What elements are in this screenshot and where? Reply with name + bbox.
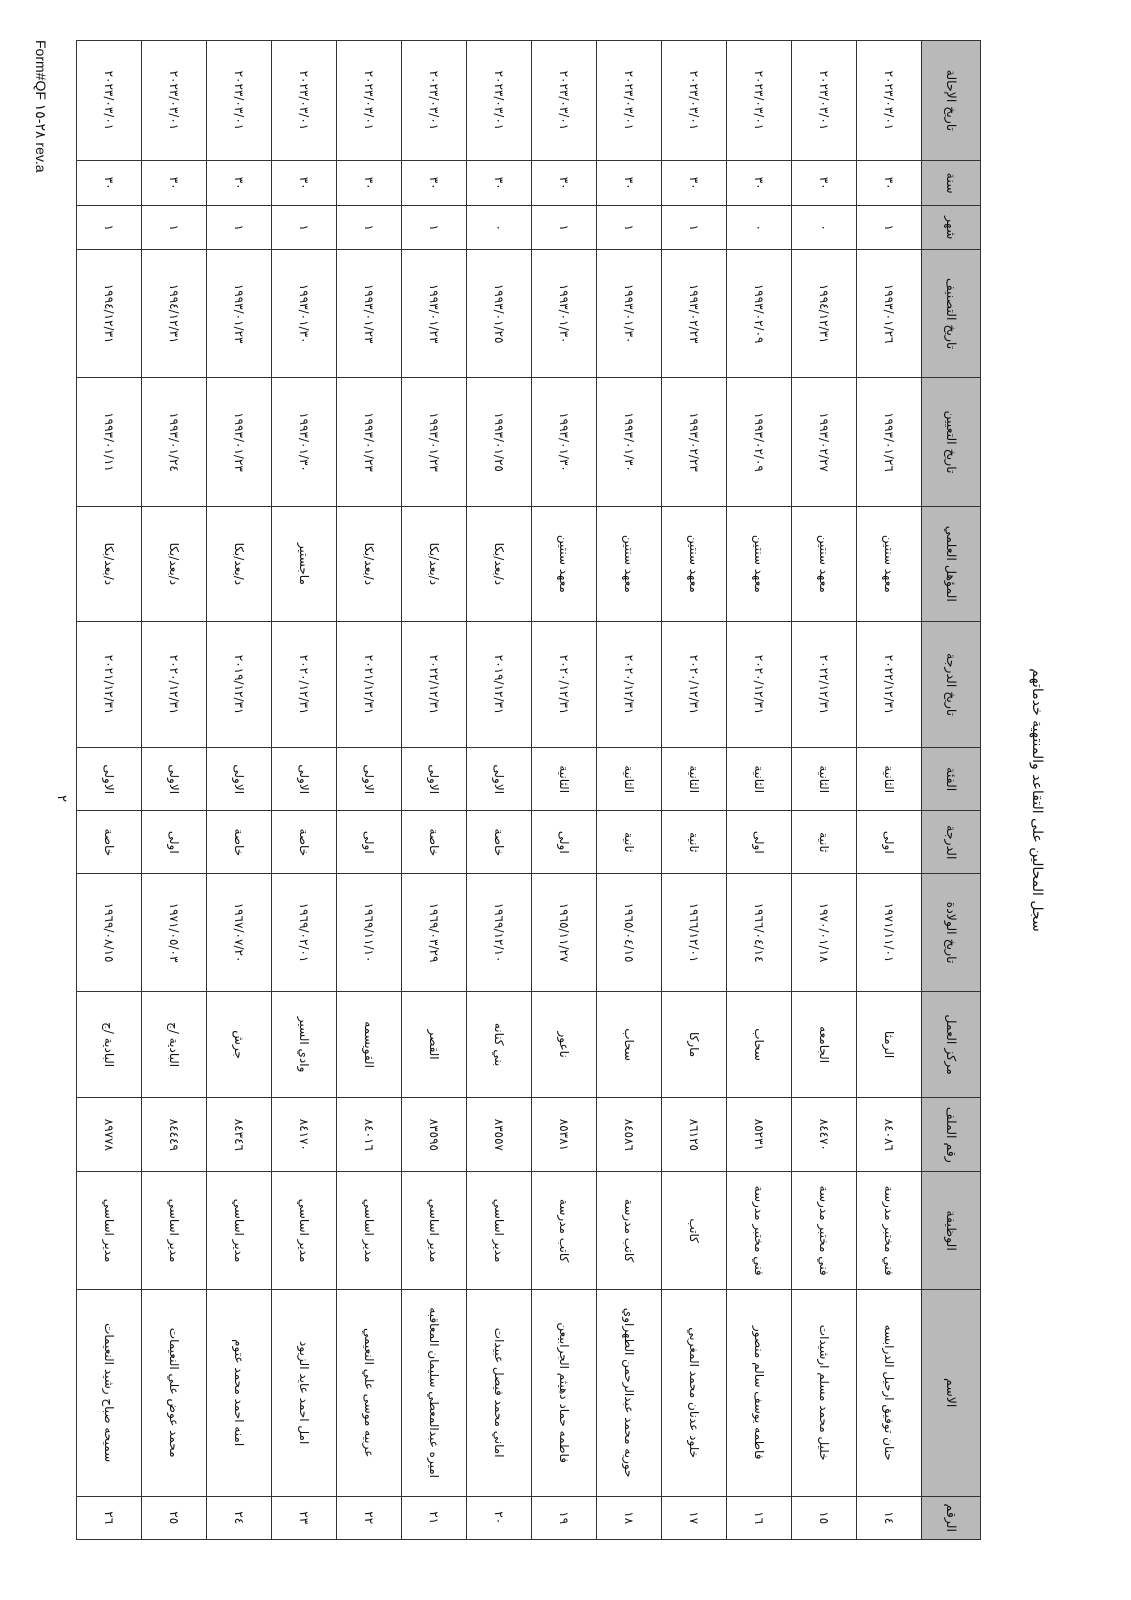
table-cell: ١ bbox=[402, 206, 467, 250]
column-header: الفئة bbox=[922, 748, 981, 811]
table-cell: خاصة bbox=[272, 811, 337, 874]
table-cell: حنان توفيق ارحيل الدرابسه bbox=[857, 1289, 922, 1496]
table-cell: ثانية bbox=[662, 811, 727, 874]
table-cell: خاصة bbox=[467, 811, 532, 874]
table-row bbox=[207, 41, 272, 1540]
table-cell: ١٩٩٣/٠٢/٢٣ bbox=[662, 249, 727, 377]
table-cell: ٢٠٢٣/٠٣/٠١ bbox=[207, 41, 272, 161]
table-cell: ٨٤٥٨٦ bbox=[597, 1098, 662, 1172]
table-cell: ٢٤ bbox=[207, 1496, 272, 1540]
table-cell: ١٩٩٣/٠١/٣٠ bbox=[532, 249, 597, 377]
table-cell: فاطمه حماد دهيثم الجرابيعن bbox=[532, 1289, 597, 1496]
table-cell: د/بعد/بكا bbox=[467, 506, 532, 621]
table-cell: ١ bbox=[77, 206, 142, 250]
table-cell: ٢٠ bbox=[467, 1496, 532, 1540]
table-cell: ١٩٩٣/٠١/٢٤ bbox=[142, 378, 207, 506]
table-cell: ١ bbox=[857, 206, 922, 250]
table-cell: ٣٠ bbox=[727, 160, 792, 206]
table-cell: ١٩٦٩/١٢/١٠ bbox=[467, 874, 532, 991]
table-cell: ٢٠٢٠/١٢/٣١ bbox=[532, 622, 597, 748]
table-cell: ٢٠٢٣/٠٣/٠١ bbox=[77, 41, 142, 161]
table-cell: ١٩٦٦/١٢/٠١ bbox=[662, 874, 727, 991]
table-cell: ٢٠٢٣/٠٣/٠١ bbox=[467, 41, 532, 161]
table-cell: ٢٠٢٣/٠٣/٠١ bbox=[272, 41, 337, 161]
table-cell: ٢٠٢٣/٠٣/٠١ bbox=[792, 41, 857, 161]
table-cell: ١٩ bbox=[532, 1496, 597, 1540]
table-cell: د/بعد/بكا bbox=[77, 506, 142, 621]
table-cell: ٣٠ bbox=[792, 160, 857, 206]
table-cell: حوريه محمد عبدالرحمن الطهراوي bbox=[597, 1289, 662, 1496]
table-cell: ١ bbox=[597, 206, 662, 250]
table-cell: فني مختبر مدرسة bbox=[792, 1172, 857, 1289]
table-cell: ١٤ bbox=[857, 1496, 922, 1540]
table-cell: الاولى bbox=[337, 748, 402, 811]
table-cell: ٢٠٢٢/١٢/٣١ bbox=[792, 622, 857, 748]
table-cell: ١٥ bbox=[792, 1496, 857, 1540]
table-cell: اولى bbox=[857, 811, 922, 874]
table-row bbox=[142, 41, 207, 1540]
table-cell: ١ bbox=[532, 206, 597, 250]
table-cell: ٢٠٢٠/١٢/٣١ bbox=[662, 622, 727, 748]
table-cell: ١٩٩٣/٠١/٣٠ bbox=[597, 378, 662, 506]
table-cell: سحاب bbox=[597, 991, 662, 1098]
table-row bbox=[467, 41, 532, 1540]
column-header: الوظيفة bbox=[922, 1172, 981, 1289]
table-cell: ٣٠ bbox=[272, 160, 337, 206]
table-cell: الاولى bbox=[467, 748, 532, 811]
table-cell: ١ bbox=[662, 206, 727, 250]
table-cell: ٢٠٢١/١٢/٣١ bbox=[77, 622, 142, 748]
table-cell: ٨٦١٢٥ bbox=[662, 1098, 727, 1172]
table-cell: ١٩٩٣/٠١/٣٠ bbox=[532, 378, 597, 506]
table-cell: معهد سنتين bbox=[662, 506, 727, 621]
table-cell: ١٩٦٩/٠٨/١٥ bbox=[77, 874, 142, 991]
table-cell: ١٩٩٣/٠١/٢٣ bbox=[207, 249, 272, 377]
table-cell: وادي السير bbox=[272, 991, 337, 1098]
table-cell: الجامعه bbox=[792, 991, 857, 1098]
table-cell: اولى bbox=[337, 811, 402, 874]
table-cell: ١٩٩٣/٠١/٢٣ bbox=[337, 378, 402, 506]
table-cell: معهد سنتين bbox=[792, 506, 857, 621]
table-cell: ١٩٧١/١١/٠١ bbox=[857, 874, 922, 991]
table-cell: ١ bbox=[142, 206, 207, 250]
table-cell: البادية /ج bbox=[142, 991, 207, 1098]
column-header: تاريخ التعيين bbox=[922, 378, 981, 506]
table-cell: ٢١ bbox=[402, 1496, 467, 1540]
table-cell: سحاب bbox=[727, 991, 792, 1098]
column-header: الرقم bbox=[922, 1496, 981, 1540]
table-cell: د/بعد/بكا bbox=[337, 506, 402, 621]
table-cell: خاصة bbox=[207, 811, 272, 874]
table-cell: ١٩٩٣/٠١/٢٣ bbox=[402, 378, 467, 506]
table-cell: ٢٠١٩/١٢/٣١ bbox=[467, 622, 532, 748]
table-cell: ٨٤٣٤٦ bbox=[207, 1098, 272, 1172]
table-cell: جرش bbox=[207, 991, 272, 1098]
table-row bbox=[597, 41, 662, 1540]
table-cell: الثانية bbox=[857, 748, 922, 811]
column-header: الدرجة bbox=[922, 811, 981, 874]
table-cell: معهد سنتين bbox=[727, 506, 792, 621]
table-cell: ١٩٩٣/٠١/١١ bbox=[77, 378, 142, 506]
table-cell: خلود عدنان محمد المغربي bbox=[662, 1289, 727, 1496]
table-cell: ١٩٩٣/٠١/٢٦ bbox=[857, 249, 922, 377]
table-cell: ٣٠ bbox=[77, 160, 142, 206]
table-cell: ١ bbox=[337, 206, 402, 250]
table-caption: سجل المحالين على التقاعد والمنتهية خدماتهم bbox=[1029, 668, 1045, 932]
table-row bbox=[857, 41, 922, 1540]
table-cell: ٨٤١٧٠ bbox=[272, 1098, 337, 1172]
table-cell: مدير اساسي bbox=[402, 1172, 467, 1289]
table-cell: الثانية bbox=[727, 748, 792, 811]
table-cell: ٢٠٢٣/٠٣/٠١ bbox=[337, 41, 402, 161]
table-cell: كاتب مدرسة bbox=[532, 1172, 597, 1289]
table-cell: الثانية bbox=[597, 748, 662, 811]
table-cell: ٨٥٢٣١ bbox=[727, 1098, 792, 1172]
table-cell: الاولى bbox=[142, 748, 207, 811]
table-cell: ٢٥ bbox=[142, 1496, 207, 1540]
table-cell: اولى bbox=[727, 811, 792, 874]
table-cell: الاولى bbox=[77, 748, 142, 811]
table-cell: ٢٠٢٠/١٢/٣١ bbox=[727, 622, 792, 748]
table-row bbox=[532, 41, 597, 1540]
table-cell: خاصة bbox=[402, 811, 467, 874]
table-row bbox=[662, 41, 727, 1540]
table-cell: امنه احمد محمد عتوم bbox=[207, 1289, 272, 1496]
table-cell: ١٨ bbox=[597, 1496, 662, 1540]
table-cell: ١٩٦٩/١١/١٠ bbox=[337, 874, 402, 991]
table-cell: خليل محمد مسلم ارشيدات bbox=[792, 1289, 857, 1496]
table-cell: ثانية bbox=[597, 811, 662, 874]
column-header: تاريخ التصنيف bbox=[922, 249, 981, 377]
table-row bbox=[792, 41, 857, 1540]
table-cell: ١٩٩٣/٠٢/٠٩ bbox=[727, 249, 792, 377]
table-cell: ١٩٦٧/٠٧/٢٠ bbox=[207, 874, 272, 991]
table-cell: فني مختبر مدرسة bbox=[727, 1172, 792, 1289]
table-cell: ٣٠ bbox=[467, 160, 532, 206]
table-cell: اولى bbox=[142, 811, 207, 874]
table-cell: ٢٠٢١/١٢/٣١ bbox=[337, 622, 402, 748]
table-cell: د/بعد/بكا bbox=[142, 506, 207, 621]
table-cell: ٢٣ bbox=[272, 1496, 337, 1540]
table-cell: محمد عوض علي النعيمات bbox=[142, 1289, 207, 1496]
table-cell: ١٩٩٣/٠٢/٢٧ bbox=[792, 378, 857, 506]
table-cell: الاولى bbox=[402, 748, 467, 811]
table-cell: كاتب bbox=[662, 1172, 727, 1289]
table-cell: الاولى bbox=[272, 748, 337, 811]
table-cell: ١٩٩٣/٠١/٣٠ bbox=[272, 378, 337, 506]
table-cell: القصر bbox=[402, 991, 467, 1098]
table-cell: ٠ bbox=[792, 206, 857, 250]
table-cell: ٨٤٤٤٩ bbox=[142, 1098, 207, 1172]
table-cell: ١٩٦٥/٠٤/١٥ bbox=[597, 874, 662, 991]
table-cell: ٨٥٣٨١ bbox=[532, 1098, 597, 1172]
table-cell: فني مختبر مدرسة bbox=[857, 1172, 922, 1289]
table-cell: ١٩٩٣/٠١/٢٥ bbox=[467, 249, 532, 377]
table-cell: ٨٣٥٥٧ bbox=[467, 1098, 532, 1172]
table-cell: ٢٢ bbox=[337, 1496, 402, 1540]
table-body bbox=[77, 41, 922, 1540]
table-cell: اماني محمد فيصل عبيدات bbox=[467, 1289, 532, 1496]
table-cell: ١٩٩٣/٠١/٢٦ bbox=[857, 378, 922, 506]
table-cell: معهد سنتين bbox=[532, 506, 597, 621]
table-cell: ٨٩٧٧٨ bbox=[77, 1098, 142, 1172]
table-cell: ٣٠ bbox=[142, 160, 207, 206]
table-cell: ماجستير bbox=[272, 506, 337, 621]
retirees-table bbox=[76, 40, 981, 1540]
column-header: الاسم bbox=[922, 1289, 981, 1496]
table-cell: ٨٣٥٩٥ bbox=[402, 1098, 467, 1172]
table-cell: ١٩٦٩/٠٣/٢٩ bbox=[402, 874, 467, 991]
table-cell: ٨٤٤٧٠ bbox=[792, 1098, 857, 1172]
table-cell: ١٩٦٥/١١/٢٧ bbox=[532, 874, 597, 991]
table-cell: ٢٠٢٣/٠٣/٠١ bbox=[142, 41, 207, 161]
table-cell: ١٧ bbox=[662, 1496, 727, 1540]
table-row bbox=[727, 41, 792, 1540]
table-cell: مدير اساسي bbox=[467, 1172, 532, 1289]
table-cell: ٣٠ bbox=[857, 160, 922, 206]
table-cell: معهد سنتين bbox=[857, 506, 922, 621]
table-cell: البادية /ج bbox=[77, 991, 142, 1098]
form-number: Form#QF ٢٨-١٥ rev.a bbox=[33, 40, 49, 173]
table-cell: ١٩٩٣/٠١/٣٠ bbox=[272, 249, 337, 377]
table-cell: د/بعد/بكا bbox=[207, 506, 272, 621]
table-cell: د/بعد/بكا bbox=[402, 506, 467, 621]
table-cell: كاتب مدرسة bbox=[597, 1172, 662, 1289]
table-cell: مدير اساسي bbox=[207, 1172, 272, 1289]
table-cell: ٢٠٢٣/٠٣/٠١ bbox=[597, 41, 662, 161]
table-cell: اميره عبدالمعطي سليمان المعاقبه bbox=[402, 1289, 467, 1496]
table-cell: ١٦ bbox=[727, 1496, 792, 1540]
table-cell: ٢٠٢٢/١٢/٣١ bbox=[857, 622, 922, 748]
table-cell: ٢٠٢٣/٠٣/٠١ bbox=[857, 41, 922, 161]
table-cell: ٢٠٢٢/١٢/٣١ bbox=[402, 622, 467, 748]
table-cell: ٢٠٢٣/٠٣/٠١ bbox=[662, 41, 727, 161]
table-cell: ٢٦ bbox=[77, 1496, 142, 1540]
table-row bbox=[77, 41, 142, 1540]
table-cell: الاولى bbox=[207, 748, 272, 811]
table-cell: سميحه صباح رشيد النعيمات bbox=[77, 1289, 142, 1496]
table-cell: القويسمه bbox=[337, 991, 402, 1098]
table-cell: ١٩٩٤/١٢/٣١ bbox=[792, 249, 857, 377]
table-cell: ١٩٩٣/٠١/٢٣ bbox=[207, 378, 272, 506]
table-cell: ثانية bbox=[792, 811, 857, 874]
table-cell: ٢٠٢٠/١٢/٣١ bbox=[272, 622, 337, 748]
table-cell: ١٩٧١/٠٥/٠٣ bbox=[142, 874, 207, 991]
table-cell: ١٩٩٣/٠١/٢٥ bbox=[467, 378, 532, 506]
column-header: تاريخ الإحالة bbox=[922, 41, 981, 161]
table-cell: مدير اساسي bbox=[77, 1172, 142, 1289]
table-cell: ماركا bbox=[662, 991, 727, 1098]
table-cell: عربيه موسى علي النعيمي bbox=[337, 1289, 402, 1496]
table-cell: مدير اساسي bbox=[337, 1172, 402, 1289]
table-cell: ٢٠٢٠/١٢/٣١ bbox=[597, 622, 662, 748]
column-header: المؤهل العلمي bbox=[922, 506, 981, 621]
column-header: مركز العمل bbox=[922, 991, 981, 1098]
table-row bbox=[337, 41, 402, 1540]
table-cell: ٨٤٠١٦ bbox=[337, 1098, 402, 1172]
column-header: سنة bbox=[922, 160, 981, 206]
table-cell: ٣٠ bbox=[337, 160, 402, 206]
table-cell: ٠ bbox=[727, 206, 792, 250]
table-cell: خاصة bbox=[77, 811, 142, 874]
table-row bbox=[402, 41, 467, 1540]
table-row bbox=[272, 41, 337, 1540]
table-cell: ٨٤٠٨٦ bbox=[857, 1098, 922, 1172]
table-cell: ٢٠١٩/١٢/٣١ bbox=[207, 622, 272, 748]
table-cell: امل احمد عايد الزيود bbox=[272, 1289, 337, 1496]
table-cell: اولى bbox=[532, 811, 597, 874]
table-cell: الثانية bbox=[662, 748, 727, 811]
table-cell: ١٩٩٣/٠٢/٠٩ bbox=[727, 378, 792, 506]
column-header: شهر bbox=[922, 206, 981, 250]
table-cell: ١٩٧٠/٠١/١٨ bbox=[792, 874, 857, 991]
table-cell: ٢٠٢٠/١٢/٣١ bbox=[142, 622, 207, 748]
table-cell: ٣٠ bbox=[532, 160, 597, 206]
column-header: تاريخ الدرجة bbox=[922, 622, 981, 748]
table-cell: مدير اساسي bbox=[142, 1172, 207, 1289]
table-cell: ١٩٦٦/٠٤/١٤ bbox=[727, 874, 792, 991]
column-header: تاريخ الولادة bbox=[922, 874, 981, 991]
table-cell: ١٩٩٣/٠٢/٢٣ bbox=[662, 378, 727, 506]
table-cell: مدير اساسي bbox=[272, 1172, 337, 1289]
table-cell: ١ bbox=[272, 206, 337, 250]
table-cell: ١٩٩٣/٠١/٢٣ bbox=[402, 249, 467, 377]
table-cell: الرمثا bbox=[857, 991, 922, 1098]
table-cell: ١٩٩٤/١٢/٣١ bbox=[77, 249, 142, 377]
table-cell: بني كنانه bbox=[467, 991, 532, 1098]
table-cell: الثانية bbox=[532, 748, 597, 811]
table-cell: ١٩٩٣/٠١/٢٣ bbox=[337, 249, 402, 377]
table-cell: ٢٠٢٣/٠٣/٠١ bbox=[727, 41, 792, 161]
table-cell: ٣٠ bbox=[597, 160, 662, 206]
table-cell: ٣٠ bbox=[662, 160, 727, 206]
table-cell: الثانية bbox=[792, 748, 857, 811]
table-cell: ١٩٩٤/١٢/٣١ bbox=[142, 249, 207, 377]
table-cell: ٠ bbox=[467, 206, 532, 250]
table-cell: معهد سنتين bbox=[597, 506, 662, 621]
table-cell: ١ bbox=[207, 206, 272, 250]
table-cell: فاطمه يوسف سالم منصور bbox=[727, 1289, 792, 1496]
table-cell: ناعور bbox=[532, 991, 597, 1098]
table-header-row bbox=[922, 41, 981, 1540]
table-cell: ٣٠ bbox=[402, 160, 467, 206]
table-cell: ١٩٩٣/٠١/٣٠ bbox=[597, 249, 662, 377]
table-cell: ٢٠٢٣/٠٣/٠١ bbox=[402, 41, 467, 161]
table-cell: ٣٠ bbox=[207, 160, 272, 206]
table-cell: ٢٠٢٣/٠٣/٠١ bbox=[532, 41, 597, 161]
table-cell: ١٩٦٩/٠٢/٠١ bbox=[272, 874, 337, 991]
column-header: رقم الملف bbox=[922, 1098, 981, 1172]
page-number: ٢ bbox=[54, 795, 69, 802]
